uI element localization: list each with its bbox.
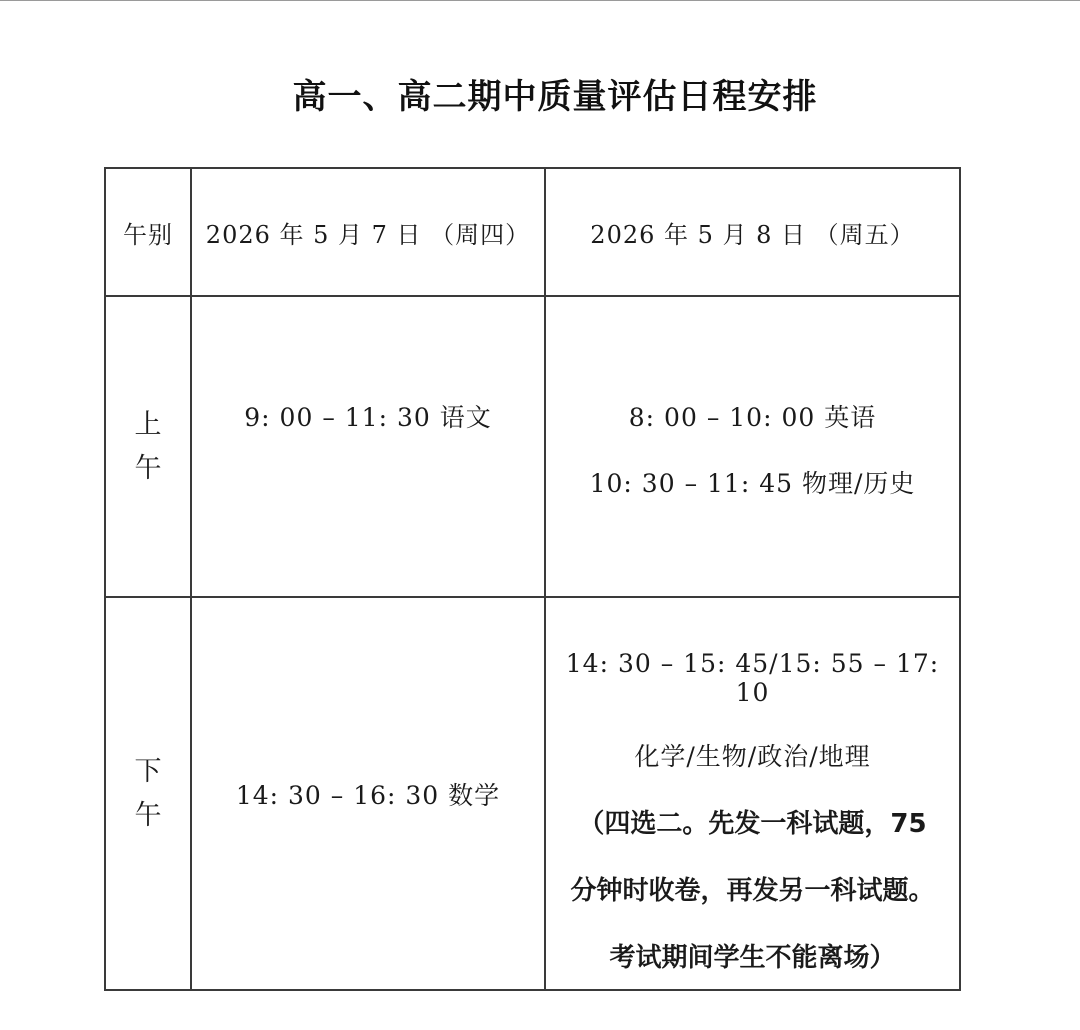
day2-afternoon-cell (545, 597, 960, 990)
document-title: 高一、高二期中质量评估日程安排 (292, 77, 818, 117)
header-row (105, 168, 960, 296)
day2-morning-cell (545, 296, 960, 597)
morning-label-char: 上 (134, 408, 162, 440)
day1-header-cell: 2026 年 5 月 7 日 （周四） (191, 168, 545, 296)
schedule-subjects: 化学/生物/政治/地理 (634, 742, 871, 771)
day1-morning-cell (191, 296, 545, 597)
schedule-entry: 14: 30 – 15: 45/15: 55 – 17: 10 (565, 649, 940, 707)
afternoon-label-char: 午 (134, 799, 162, 831)
schedule-entry: 8: 00 – 10: 00 英语 (628, 403, 877, 432)
morning-row (105, 296, 960, 597)
afternoon-label-char: 下 (134, 755, 162, 787)
schedule-entry: 10: 30 – 11: 45 物理/历史 (589, 469, 916, 498)
afternoon-row (105, 597, 960, 990)
schedule-table (104, 167, 961, 991)
schedule-entry: 14: 30 – 16: 30 数学 (235, 780, 501, 810)
schedule-note: （四选二。先发一科试题，75 (578, 809, 927, 839)
period-header-cell: 午别 (105, 168, 191, 296)
day1-afternoon-cell (191, 597, 545, 990)
afternoon-label-cell (105, 597, 191, 990)
schedule-note: 考试期间学生不能离场） (609, 943, 896, 973)
day2-header-cell: 2026 年 5 月 8 日 （周五） (545, 168, 960, 296)
schedule-note: 分钟时收卷，再发另一科试题。 (570, 876, 935, 906)
morning-label-char: 午 (134, 452, 162, 484)
schedule-entry: 9: 00 – 11: 30 语文 (244, 403, 492, 432)
morning-label-cell (105, 296, 191, 597)
